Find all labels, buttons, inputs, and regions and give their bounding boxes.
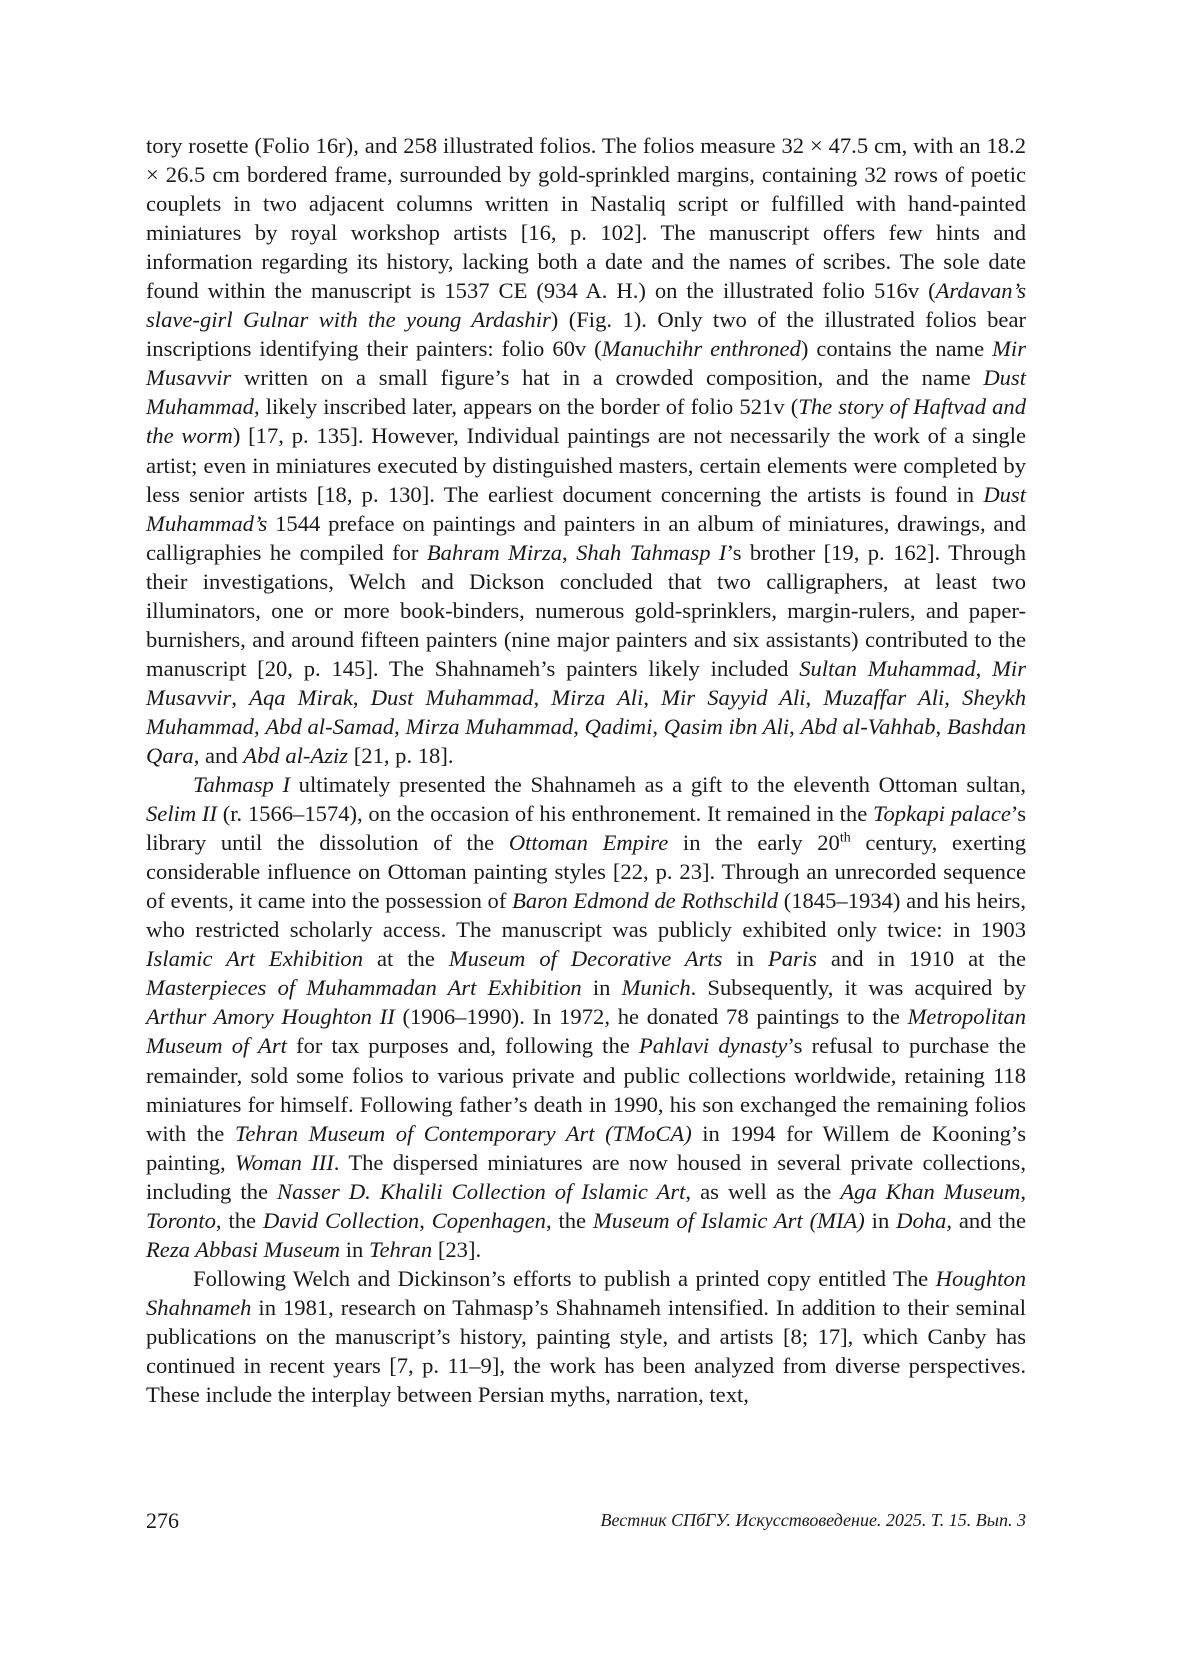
italic-text: Islamic Art Exhibition bbox=[146, 946, 364, 972]
text-run: , bbox=[643, 684, 662, 710]
text-run: , bbox=[935, 713, 947, 739]
text-run: 1544 preface on paintings and painters in an album of miniatures, drawings, and calligraphies he compiled for bbox=[146, 510, 1026, 565]
text-run: ’s library until the dissolution of the bbox=[146, 801, 1026, 856]
text-run: . The dispersed miniatures are now housed in several private collections, including the bbox=[146, 1149, 1026, 1204]
text-run: . Subsequently, it was acquired by bbox=[690, 975, 1027, 1001]
italic-text: Topkapi palace bbox=[872, 801, 1011, 827]
text-run: , and bbox=[193, 742, 244, 768]
text-run: , bbox=[805, 684, 824, 710]
text-run: ) [17, p. 135]. However, Individual paintings are not necessarily the work of a single artist; even in miniatures executed by distinguished masters, certain elements were completed by less senior artists [18, p. 130]. The earliest document concerning the artists is found in bbox=[146, 423, 1026, 507]
italic-text: Tehran bbox=[369, 1236, 433, 1262]
text-run: , bbox=[1020, 1178, 1026, 1204]
text-run: , and the bbox=[946, 1207, 1026, 1233]
italic-text: Abd al-Vahhab bbox=[800, 713, 936, 739]
italic-text: Copenhagen bbox=[431, 1207, 546, 1233]
text-run: , bbox=[352, 684, 371, 710]
body-text bbox=[146, 131, 1026, 1409]
text-run: ) contains the name bbox=[800, 336, 993, 362]
italic-text: Qasim ibn Ali bbox=[663, 713, 790, 739]
text-run: , bbox=[231, 684, 250, 710]
text-run: ultimately presented the Shahnameh as a gift to the eleventh Ottoman sultan, bbox=[290, 772, 1026, 798]
italic-text: Abd al-Samad bbox=[265, 713, 395, 739]
italic-text: Nasser D. Khalili Collection of Islamic Art bbox=[277, 1178, 686, 1204]
text-run: in 1994 for Willem de Kooning’s painting, bbox=[146, 1120, 1026, 1175]
italic-text: Mir Musavvir bbox=[146, 336, 1026, 391]
italic-text: Selim II bbox=[146, 801, 217, 827]
text-run: , bbox=[975, 655, 993, 681]
text-run: in the early 20 bbox=[668, 830, 840, 856]
italic-text: Abd al-Aziz bbox=[243, 742, 349, 768]
italic-text: Tahmasp I bbox=[193, 772, 290, 798]
italic-text: Mirza Muhammad bbox=[405, 713, 574, 739]
italic-text: Aqa Mirak bbox=[249, 684, 353, 710]
text-run: in bbox=[581, 975, 622, 1001]
text-run: , bbox=[562, 539, 577, 565]
italic-text: Baron Edmond de Rothschild bbox=[512, 888, 779, 914]
text-run: [21, p. 18]. bbox=[348, 742, 454, 768]
text-run: , bbox=[533, 684, 552, 710]
italic-text: Aga Khan Museum bbox=[840, 1178, 1021, 1204]
italic-text: Mir Musavvir bbox=[146, 655, 1026, 710]
italic-text: Doha bbox=[896, 1207, 947, 1233]
text-run: century, exerting considerable influence on Ottoman painting styles [22, p. 23]. Through an unrecorded sequence of events, it came into the possession of bbox=[146, 830, 1026, 914]
page-number: 276 bbox=[146, 1508, 179, 1533]
page-footer bbox=[146, 1508, 1026, 1538]
italic-text: Metropolitan Museum of Art bbox=[146, 1004, 1027, 1059]
text-run: , bbox=[789, 713, 801, 739]
text-run: at the bbox=[363, 946, 449, 972]
italic-text: Dust Muhammad bbox=[146, 365, 1026, 420]
italic-text: Bahram Mirza bbox=[426, 539, 563, 565]
text-run: , bbox=[573, 713, 585, 739]
text-run: and in 1910 at the bbox=[816, 946, 1026, 972]
italic-text: Woman III bbox=[234, 1149, 334, 1175]
paragraph bbox=[146, 131, 1026, 770]
italic-text: Tehran Museum of Contemporary Art (TMoCA) bbox=[234, 1120, 692, 1146]
italic-text: Munich bbox=[621, 975, 691, 1001]
running-title: Вестник СПбГУ. Искусствоведение. 2025. Т. 15. Вып. 3 bbox=[600, 1510, 1026, 1530]
text-run: ’s brother [19, p. 162]. Through their investigations, Welch and Dickson concluded that two calligraphers, at least two illuminators, one or more book-binders, numerous gold-sprinklers, margin-rulers, and paper-burnishers, and around fifteen painters (nine major painters and six assistants) contributed to the manuscript [20, p. 145]. The Shahnameh’s painters likely included bbox=[146, 539, 1026, 681]
text-run: , bbox=[394, 713, 406, 739]
text-run: in 1981, research on Tahmasp’s Shahnameh intensified. In addition to their seminal publications on the manuscript’s history, painting style, and artists [8; 17], which Canby has continued in recent years [7, p. 11–9], the work has been analyzed from diverse perspectives. These include the interplay between Persian myths, narration, text, bbox=[146, 1294, 1026, 1408]
italic-text: Pahlavi dynasty bbox=[638, 1033, 788, 1059]
text-run: , bbox=[253, 713, 266, 739]
italic-text: Muzaffar Ali bbox=[823, 684, 945, 710]
text-run: , likely inscribed later, appears on the border of folio 521v ( bbox=[253, 394, 799, 420]
italic-text: Sultan Muhammad bbox=[799, 655, 976, 681]
superscript: th bbox=[839, 830, 851, 846]
text-run: (r. 1566–1574), on the occasion of his enthronement. It remained in the bbox=[216, 801, 873, 827]
italic-text: Dust Muhammad’s bbox=[146, 481, 1026, 536]
italic-text: Masterpieces of Muhammadan Art Exhibition bbox=[146, 975, 582, 1001]
text-run: in bbox=[864, 1207, 897, 1233]
italic-text: Sheykh Muhammad bbox=[146, 684, 1027, 739]
text-run: (1906–1990). In 1972, he donated 78 paintings to the bbox=[394, 1004, 908, 1030]
italic-text: Paris bbox=[767, 946, 817, 972]
text-run: tory rosette (Folio 16r), and 258 illustrated folios. The folios measure 32 × 47.5 cm, with an 18.2 × 26.5 cm bordered frame, surrounded by gold-sprinkled margins, containing 32 rows of poetic couplets in two adjacent columns written in Nastaliq script or fulfilled with hand-painted miniatures by royal workshop artists [16, p. 102]. The manuscript offers few hints and information regarding its history, lacking both a date and the names of scribes. The sole date found within the manuscript is 1537 CE (934 A. H.) on the illustrated folio 516v ( bbox=[146, 133, 1026, 304]
italic-text: Ardavan’s slave-girl Gulnar with the young Ardashir bbox=[146, 278, 1026, 333]
italic-text: Dust Muhammad bbox=[370, 684, 534, 710]
italic-text: Shah Tahmasp I bbox=[576, 539, 727, 565]
italic-text: Houghton Shahnameh bbox=[146, 1265, 1026, 1320]
italic-text: Museum of Decorative Arts bbox=[448, 946, 723, 972]
italic-text: Museum of Islamic Art (MIA) bbox=[592, 1207, 865, 1233]
text-run: ’s refusal to purchase the remainder, sold some folios to various private and public collections worldwide, retaining 118 miniatures for himself. Following father’s death in 1990, his son exchanged the remaining folios with the bbox=[146, 1033, 1026, 1146]
paragraph bbox=[146, 1264, 1026, 1409]
text-run: [23]. bbox=[432, 1236, 482, 1262]
text-run: , the bbox=[215, 1207, 263, 1233]
italic-text: Mirza Ali bbox=[551, 684, 644, 710]
italic-text: Manuchihr enthroned bbox=[601, 336, 801, 362]
text-run: for tax purposes and, following the bbox=[286, 1033, 639, 1059]
text-run: , bbox=[652, 713, 664, 739]
text-run: written on a small figure’s hat in a crowded composition, and the name bbox=[231, 365, 984, 391]
italic-text: Arthur Amory Houghton II bbox=[146, 1004, 395, 1030]
italic-text: The story of Haftvad and the worm bbox=[146, 394, 1026, 449]
text-run: , bbox=[944, 684, 963, 710]
italic-text: Reza Abbasi Museum bbox=[146, 1236, 341, 1262]
text-run: (1845–1934) and his heirs, who restricted scholarly access. The manuscript was publicly exhibited only twice: in 1903 bbox=[146, 888, 1026, 943]
italic-text: Mir Sayyid Ali bbox=[661, 684, 806, 710]
italic-text: Qadimi bbox=[584, 713, 653, 739]
text-run: , the bbox=[545, 1207, 593, 1233]
text-run: in bbox=[722, 946, 768, 972]
italic-text: Toronto bbox=[146, 1207, 216, 1233]
italic-text: Bashdan Qara bbox=[146, 713, 1027, 768]
italic-text: David Collection bbox=[262, 1207, 420, 1233]
text-run: , as well as the bbox=[685, 1178, 841, 1204]
italic-text: Ottoman Empire bbox=[508, 830, 669, 856]
text-run: in bbox=[340, 1236, 369, 1262]
paragraph bbox=[146, 770, 1026, 1264]
text-run: ) (Fig. 1). Only two of the illustrated folios bear inscriptions identifying their painters: folio 60v ( bbox=[146, 307, 1026, 362]
text-run: Following Welch and Dickinson’s efforts to publish a printed copy entitled The bbox=[193, 1265, 936, 1291]
text-run: , bbox=[419, 1207, 432, 1233]
